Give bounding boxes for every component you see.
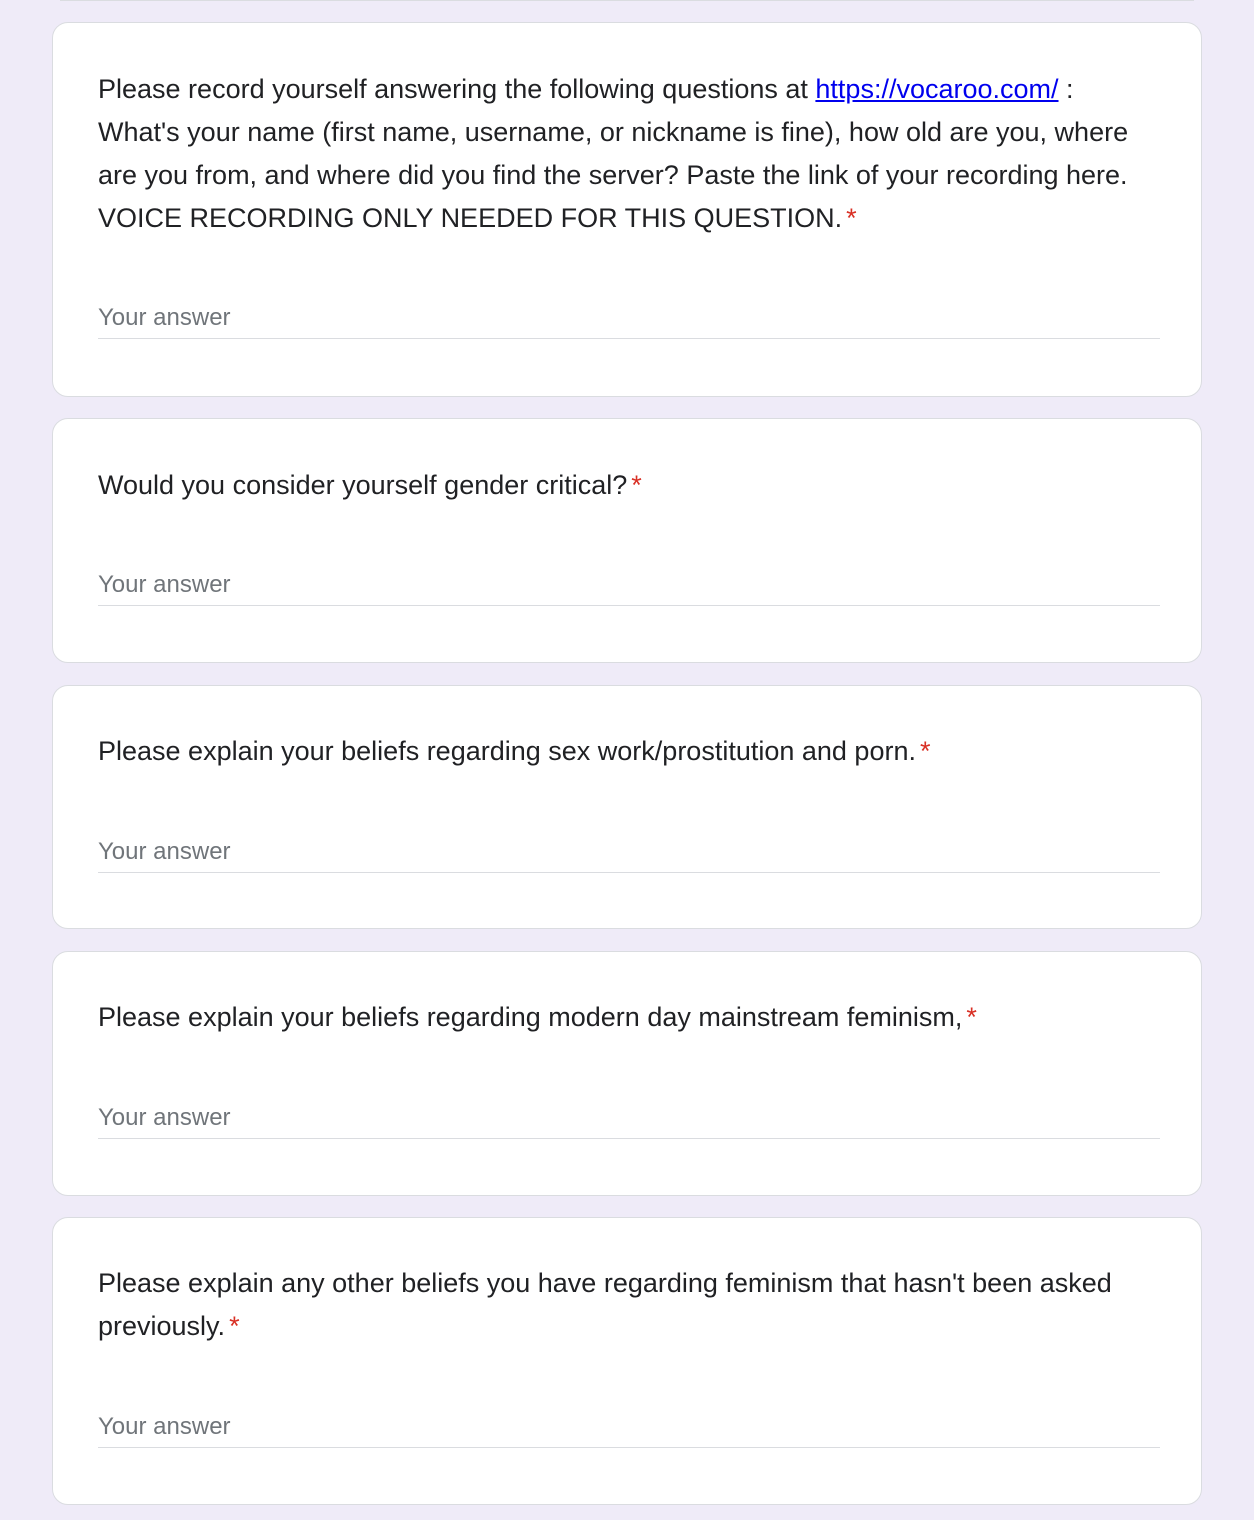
answer-input-recording-link[interactable]: [98, 298, 1160, 339]
question-card-gender-critical: [52, 418, 1202, 663]
question-text-before-link: Please record yourself answering the following questions at: [98, 74, 816, 104]
top-divider: [60, 0, 1194, 1]
question-title: [98, 1262, 1159, 1348]
required-asterisk: *: [631, 470, 642, 500]
answer-input-mainstream-feminism[interactable]: [98, 1098, 1160, 1139]
question-text: Would you consider yourself gender critical?: [98, 470, 628, 500]
question-text-after-link: : What's your name (first name, username, or nickname is fine), how old are you, where are you from, and where did you find the server? Paste the link of your recording here. VOICE RECORDING ONLY NEEDED FOR THIS QUESTION.: [98, 74, 1129, 233]
question-card-other-beliefs: [52, 1217, 1202, 1505]
question-title: [98, 996, 1159, 1039]
required-asterisk: *: [229, 1311, 240, 1341]
question-text: Please explain your beliefs regarding sex work/prostitution and porn.: [98, 736, 916, 766]
required-asterisk: *: [966, 1002, 977, 1032]
answer-input-other-beliefs[interactable]: [98, 1407, 1160, 1448]
question-text: Please explain your beliefs regarding modern day mainstream feminism,: [98, 1002, 963, 1032]
question-title: [98, 730, 1159, 773]
required-asterisk: *: [846, 203, 857, 233]
answer-input-gender-critical[interactable]: [98, 565, 1160, 606]
answer-input-sex-work[interactable]: [98, 832, 1160, 873]
question-card-sex-work: [52, 685, 1202, 929]
question-card-mainstream-feminism: [52, 951, 1202, 1196]
vocaroo-link[interactable]: https://vocaroo.com/: [815, 74, 1059, 104]
required-asterisk: *: [919, 736, 931, 766]
question-text: Please explain any other beliefs you have regarding feminism that hasn't been asked previously.: [98, 1268, 1112, 1341]
question-title: [98, 464, 1159, 507]
question-card-recording: [52, 22, 1202, 397]
question-title: [98, 68, 1159, 240]
